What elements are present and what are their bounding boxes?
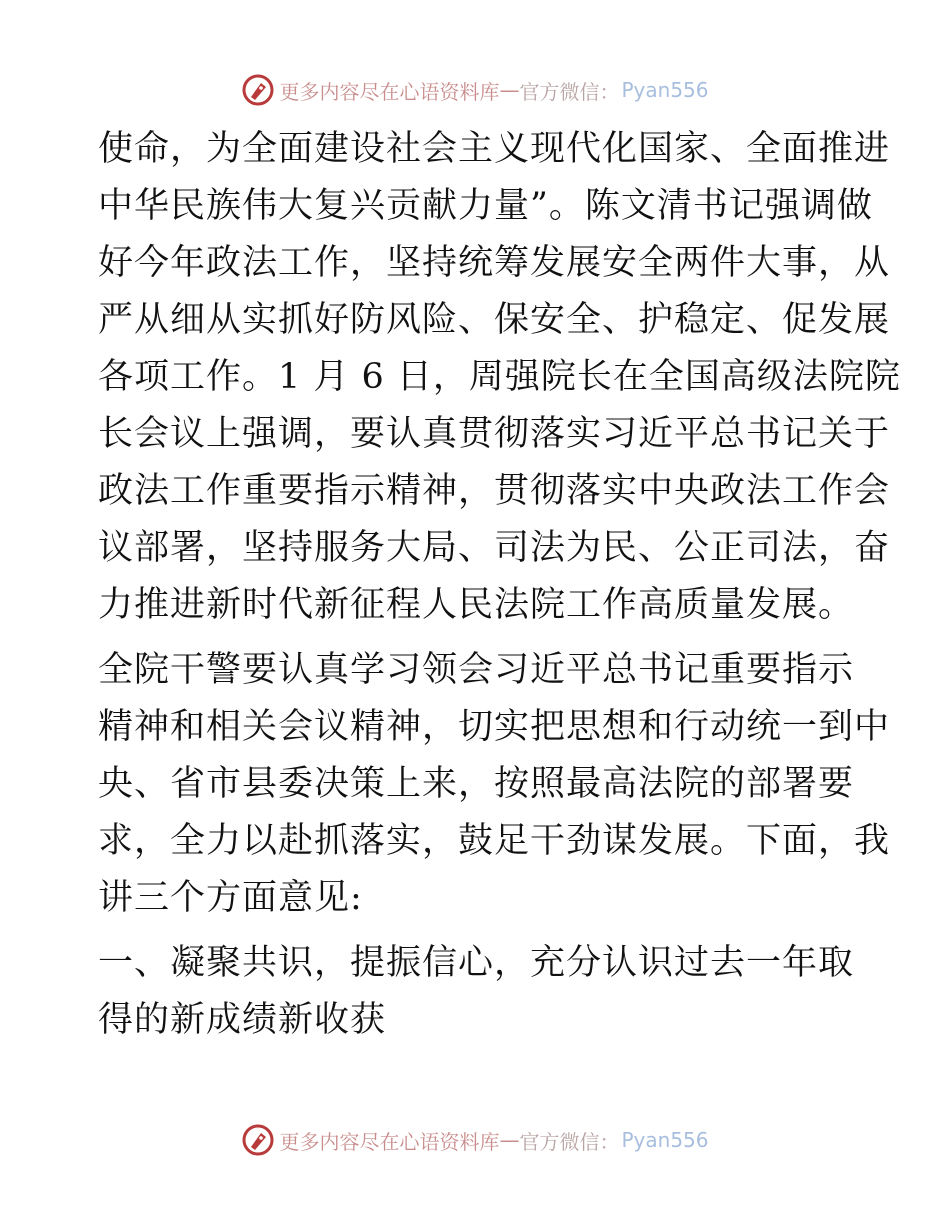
text-line: 求，全力以赴抓落实，鼓足干劲谋发展。下面，我 xyxy=(98,821,891,861)
watermark-site-text: 更多内容尽在心语资料库 xyxy=(279,1129,500,1154)
pen-nib-icon xyxy=(241,73,275,107)
text-line: 长会议上强调，要认真贯彻落实习近平总书记关于 xyxy=(98,414,891,454)
text-line: 政法工作重要指示精神，贯彻落实中央政法工作会 xyxy=(98,471,891,511)
text-line: 力推进新时代新征程人民法院工作高质量发展。 xyxy=(98,585,855,625)
paragraph-2 xyxy=(98,642,891,927)
watermark-handle: Pyan556 xyxy=(621,78,709,102)
watermark-dash: — xyxy=(499,1128,520,1152)
text-line: 全院干警要认真学习领会习近平总书记重要指示 xyxy=(98,650,855,690)
pen-nib-icon xyxy=(241,1123,275,1157)
text-line: 使命，为全面建设社会主义现代化国家、全面推进 xyxy=(98,129,891,169)
section-heading xyxy=(98,935,858,1049)
text-line: 一、凝聚共识，提振信心，充分认识过去一年取 xyxy=(98,943,855,983)
text-line: 中华民族伟大复兴贡献力量”。陈文清书记强调做 xyxy=(98,186,873,226)
text-line: 议部署，坚持服务大局、司法为民、公正司法，奋 xyxy=(98,528,891,568)
watermark-wechat-label: 官方微信： xyxy=(519,1129,620,1154)
watermark-wechat-label: 官方微信： xyxy=(519,79,620,104)
text-line: 讲三个方面意见: xyxy=(98,878,363,918)
watermark-header xyxy=(0,70,950,110)
watermark-handle: Pyan556 xyxy=(621,1128,709,1152)
paragraph-1 xyxy=(98,121,901,634)
document-body xyxy=(98,121,901,1049)
watermark-site-text: 更多内容尽在心语资料库 xyxy=(279,79,500,104)
text-line: 各项工作。1 月 6 日，周强院长在全国高级法院院 xyxy=(98,357,901,397)
text-line: 精神和相关会议精神，切实把思想和行动统一到中 xyxy=(98,707,891,747)
text-line: 严从细从实抓好防风险、保安全、护稳定、促发展 xyxy=(98,300,891,340)
text-line: 得的新成绩新收获 xyxy=(98,1000,387,1040)
text-line: 央、省市县委决策上来，按照最高法院的部署要 xyxy=(98,764,855,804)
watermark-dash: — xyxy=(499,78,520,102)
watermark-footer xyxy=(0,1120,950,1160)
text-line: 好今年政法工作，坚持统筹发展安全两件大事，从 xyxy=(98,243,891,283)
